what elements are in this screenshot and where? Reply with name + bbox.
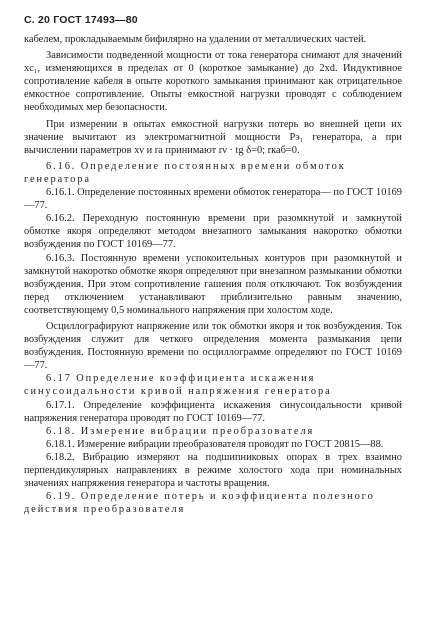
section-heading-6-18: 6.18. Измерение вибрации преобразователя bbox=[46, 425, 315, 437]
section-heading-6-17: 6.17 Определение коэффициента искажения синусоидальности кривой напряжения генератора bbox=[24, 373, 332, 398]
paragraph-6-16-1: 6.16.1. Определение постоянных времени обмоток генератора— по ГОСТ 10169—77. bbox=[24, 187, 402, 212]
section-heading-6-19: 6.19. Определение потерь и коэффициента полезного действия преобразователя bbox=[24, 491, 375, 516]
paragraph-6-18-2: 6.18.2. Вибрацию измеряют на подшипниковых опорах в трех взаимно перпендикулярных направлениях в режиме холостого хода при номинальных значениях напряжения генератора и частоты вращения. bbox=[24, 451, 402, 490]
paragraph-6-17-1: 6.17.1. Определение коэффициента искажения синусоидальности кривой напряжения генератора проводят по ГОСТ 10169—77. bbox=[24, 399, 402, 424]
section-heading-6-16: 6.16. Определение постоянных времени обмоток генератора bbox=[24, 160, 346, 185]
paragraph-power-dependency: Зависимости подведенной мощности от тока генератора снимают для значений xс₁, изменяющихся в пределах от 0 (короткое замыкание) до 2xd. Индуктивное сопротивление кабеля в опыте короткого замыкания принимают как отрицательное емкостное сопротивление. Опыты емкостной нагрузки проводят с соблюдением необходимых мер безопасности. bbox=[24, 50, 402, 114]
paragraph-6-16-2: 6.16.2. Переходную постоянную времени при разомкнутой и замкнутой обмотке якоря определяют методом внезапного замыкания накоротко обмотки возбуждения по ГОСТ 10169—77. bbox=[24, 213, 402, 251]
paragraph-oscillograph: Осциллографируют напряжение или ток обмотки якоря и ток возбуждения. Ток возбуждения служит для четкого определения момента размыкания цепи возбуждения. Постоянную времени по осциллограмме определяют по ГОСТ 10169—77. bbox=[24, 320, 402, 372]
paragraph-cable-continuation: кабелем, прокладываемым бифилярно на удалении от металлических частей. bbox=[24, 34, 367, 45]
paragraph-6-16-3: 6.16.3. Постоянную времени успокоительных контуров при разомкнутой и замкнутой накоротко обмотке якоря определяют при внезапном размыкании обмотки возбуждения. При этом сопротивление гашения поля отключают. Ток возбуждения перед отключением устанавливают приблизительно равным значению, соответствующему 0,5 номинального напряжения при холостом ходе. bbox=[24, 252, 402, 316]
paragraph-capacitive-losses: При измерении в опытах емкостной нагрузки потерь во внешней цепи их значение вычитают из электромагнитной мощности Pэ₁ генератора, а при вычислении параметров xν и rа принимают rν · tg δ=0; rкаб=0. bbox=[24, 118, 402, 156]
page-header: С. 20 ГОСТ 17493—80 bbox=[24, 14, 138, 26]
paragraph-6-18-1: 6.18.1. Измерение вибрации преобразователя проводят по ГОСТ 20815—88. bbox=[46, 438, 384, 450]
